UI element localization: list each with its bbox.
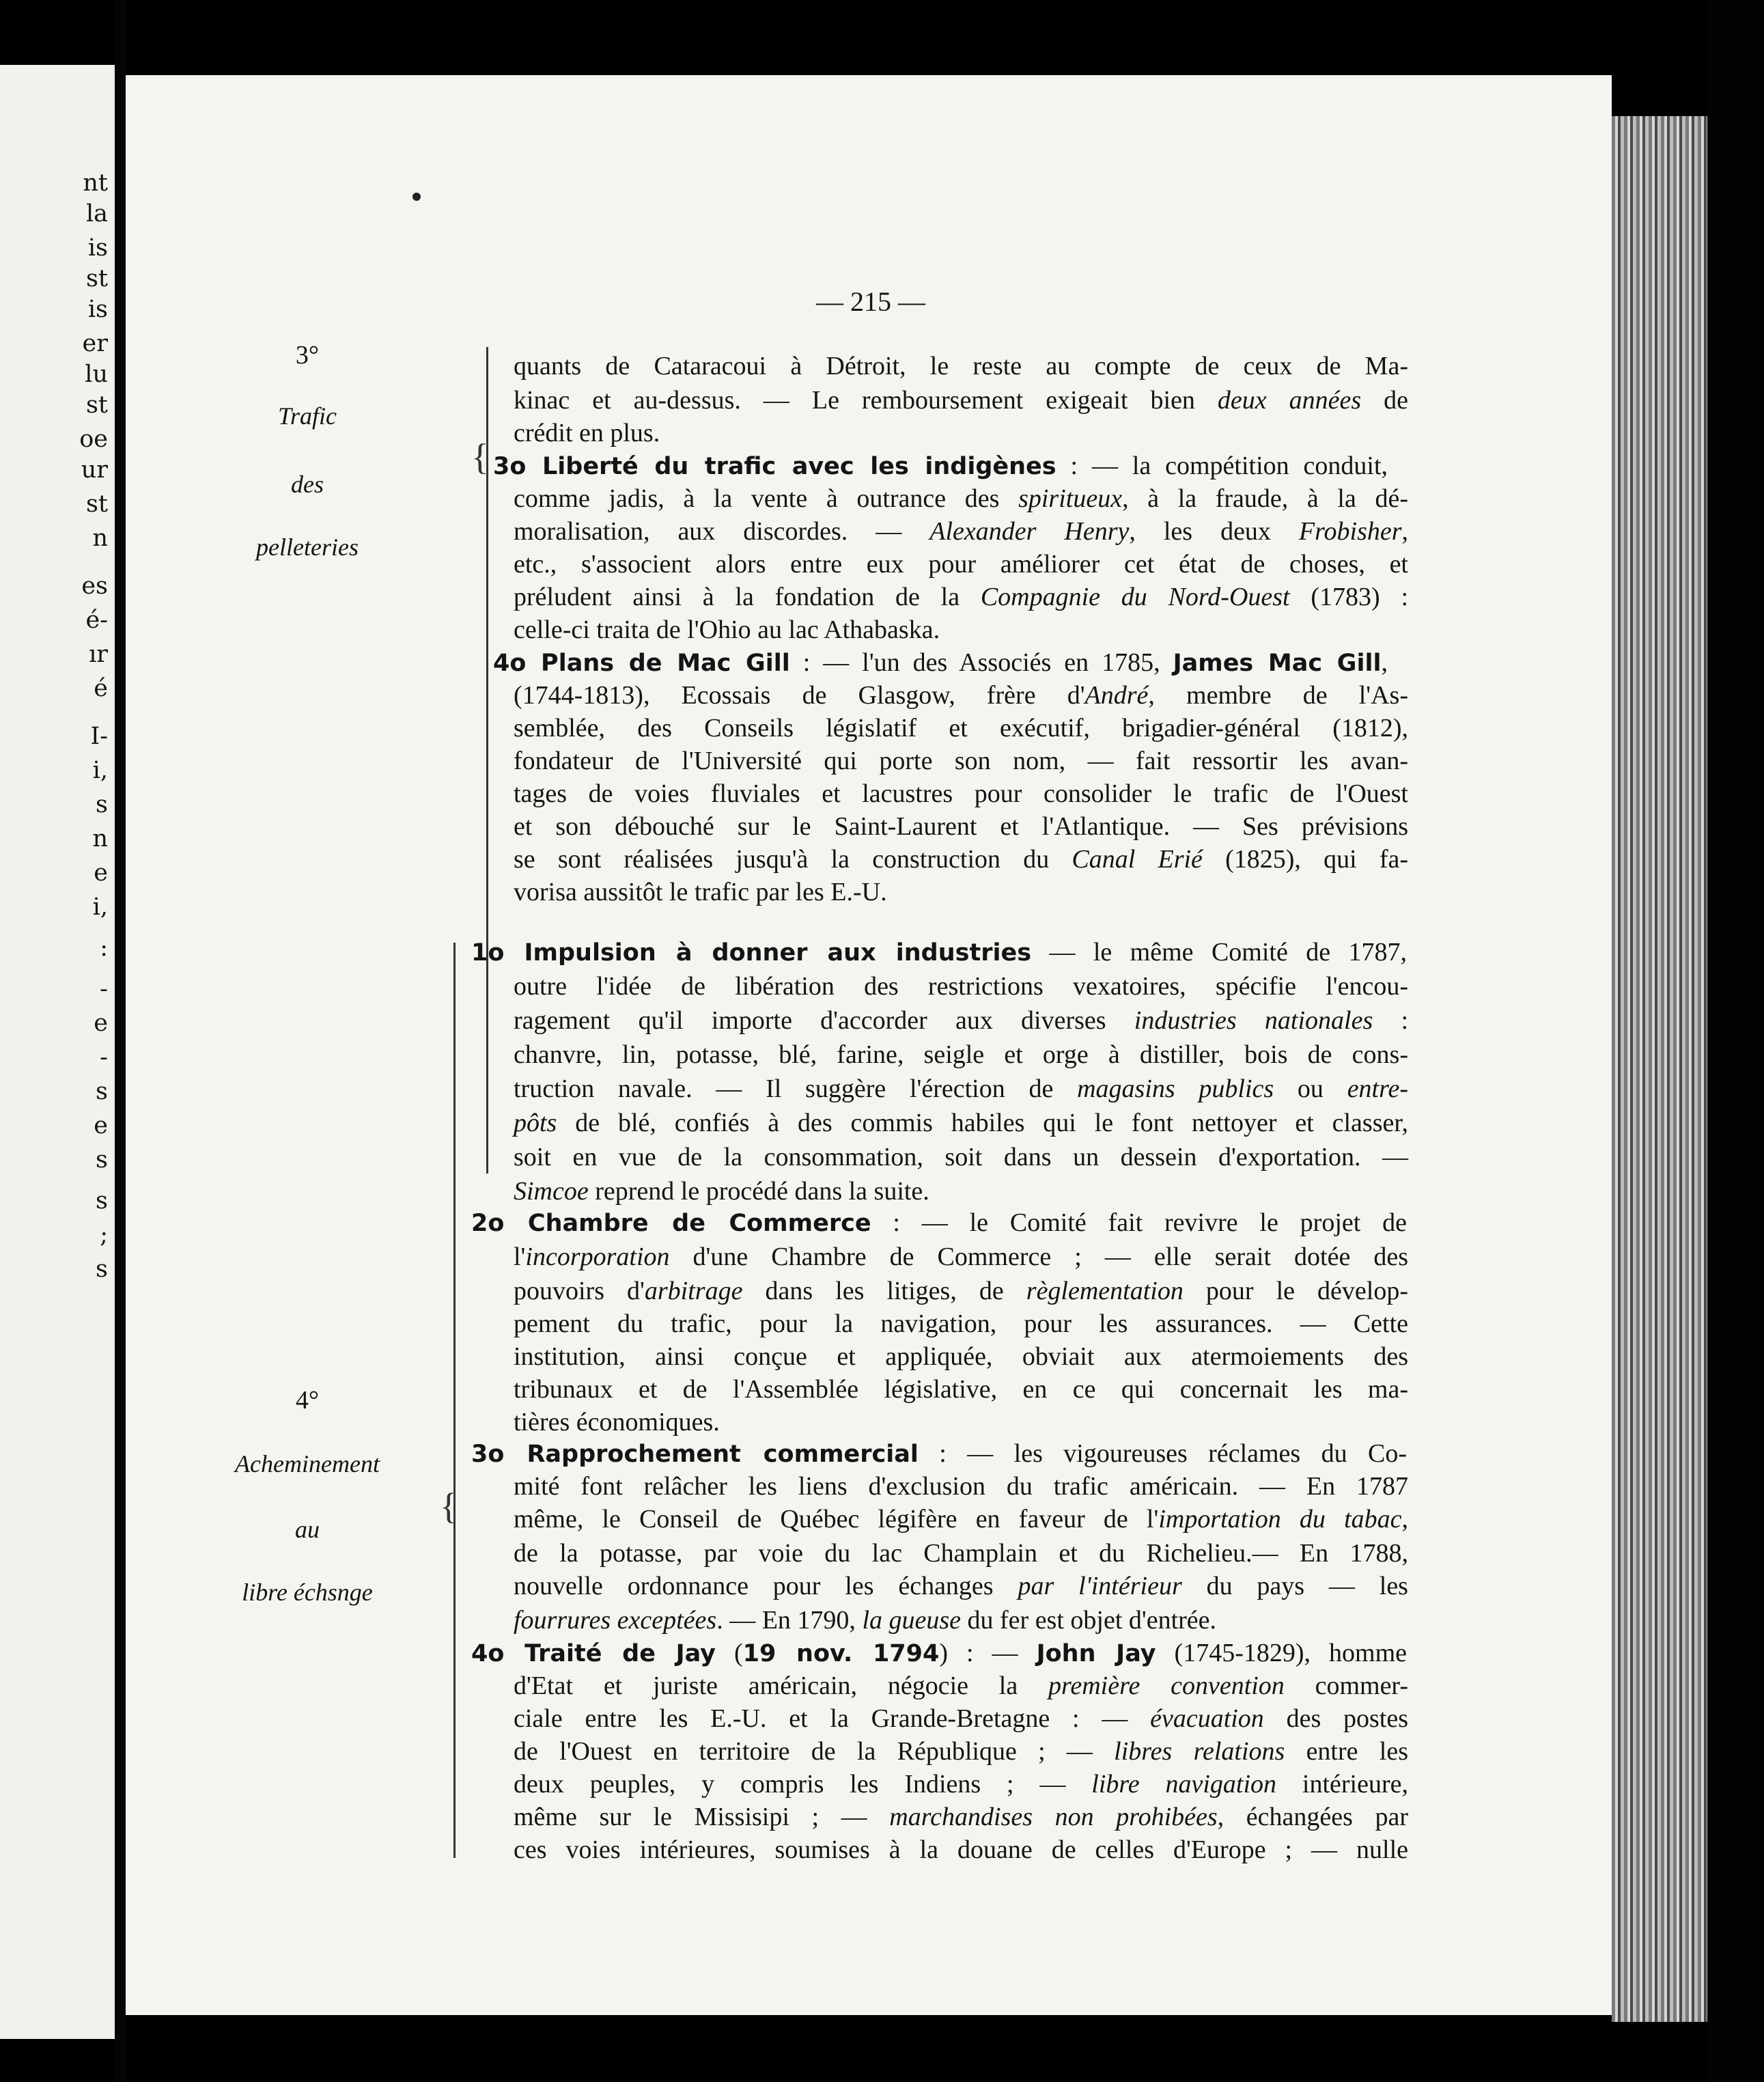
text-line — [514, 1275, 1408, 1307]
text-line — [514, 777, 1408, 810]
ink-dot — [412, 193, 421, 201]
left-page-fragment: ur — [81, 456, 108, 484]
text-run: outre l'idée de libération des restrictions vexatoires, spécifie l'encou- — [514, 972, 1408, 1001]
text-run: dans les litiges, de — [742, 1277, 1026, 1305]
text-line — [514, 810, 1408, 843]
text-run: des postes — [1263, 1704, 1408, 1733]
text-line — [514, 876, 1408, 908]
text-run: et son débouché sur le Saint-Laurent et l'Atlantique. — Ses prévisions — [514, 812, 1408, 841]
bold-heading-text: James Mac Gill — [1173, 650, 1382, 677]
italic-text: règlementation — [1026, 1277, 1184, 1305]
text-line — [514, 1537, 1408, 1570]
text-run: chanvre, lin, potasse, blé, farine, seigle et orge à distiller, bois de cons- — [514, 1040, 1408, 1069]
text-line — [514, 745, 1408, 777]
text-run: comme jadis, à la vente à outrance des — [514, 484, 1019, 513]
text-run: se sont réalisées jusqu'à la construction du — [514, 845, 1072, 874]
left-page-fragment: s — [96, 1146, 108, 1174]
bold-heading-text: 1o Impulsion à donner aux industries — [471, 939, 1032, 967]
text-run: , à la fraude, à la dé- — [1122, 484, 1408, 513]
page-edges — [1612, 116, 1707, 2022]
italic-text: pôts — [514, 1109, 557, 1137]
text-line — [514, 1503, 1408, 1536]
bold-heading-text: John Jay — [1036, 1640, 1156, 1667]
text-run: de la potasse, par voie du lac Champlain et du Richelieu.— En 1788, — [514, 1539, 1408, 1568]
text-run: semblée, des Conseils législatif et exécutif, brigadier-général (1812), — [514, 714, 1408, 742]
text-run: , les deux — [1129, 517, 1299, 546]
text-run: quants de Cataracoui à Détroit, le reste au compte de ceux de Ma- — [514, 352, 1408, 380]
italic-text: incorporation — [525, 1243, 670, 1271]
margin-note-3-line-3: pelleteries — [256, 533, 359, 561]
brace-section-4: { — [440, 1486, 458, 1527]
left-page-fragment: s — [96, 791, 108, 818]
text-line — [514, 712, 1408, 745]
bold-heading-text: 2o Chambre de Commerce — [471, 1210, 871, 1237]
text-run: ragement qu'il importe d'accorder aux diverses — [514, 1006, 1134, 1035]
text-run: (1744-1813), Ecossais de Glasgow, frère d' — [514, 681, 1085, 710]
italic-text: Frobisher — [1298, 517, 1402, 546]
text-run: ) : — — [939, 1639, 1037, 1667]
left-facing-page — [0, 65, 115, 2039]
text-line — [514, 417, 1408, 449]
text-run: reprend le procédé dans la suite. — [588, 1177, 929, 1206]
italic-text: la gueuse — [862, 1606, 962, 1635]
italic-text: magasins publics — [1077, 1074, 1274, 1103]
text-line — [514, 1240, 1408, 1273]
margin-note-4-line-2: au — [295, 1516, 320, 1543]
text-run: intérieure, — [1276, 1770, 1408, 1799]
text-run: etc., s'associent alors entre eux pour améliorer cet état de choses, et — [514, 550, 1408, 579]
text-run: de — [1361, 386, 1408, 415]
italic-text: Compagnie du Nord-Ouest — [980, 583, 1290, 611]
left-page-fragment: e — [94, 1010, 108, 1037]
italic-text: deux années — [1217, 386, 1362, 415]
left-page-fragment: : — [100, 934, 108, 962]
left-page-fragment: er — [82, 330, 108, 357]
text-run: moralisation, aux discordes. — — [514, 517, 930, 546]
text-line — [514, 1801, 1408, 1833]
text-run: (1783) : — [1289, 583, 1408, 611]
text-run: : — la compétition conduit, — [1056, 452, 1388, 480]
text-line — [493, 646, 1388, 680]
left-page-fragment: s — [96, 1255, 108, 1283]
text-line — [514, 679, 1408, 712]
left-page-fragment: is — [87, 234, 108, 262]
text-run: d'une Chambre de Commerce ; — elle serait dotée des — [669, 1243, 1408, 1271]
left-page-fragment: i, — [92, 757, 108, 784]
text-run: : — l'un des Associés en 1785, — [789, 648, 1173, 677]
text-line — [493, 449, 1388, 483]
margin-note-3-line-1: Trafic — [277, 402, 337, 430]
text-run: de l'Ouest en territoire de la République ; — — [514, 1737, 1115, 1766]
brace-section-3: { — [471, 436, 489, 477]
italic-text: première convention — [1048, 1671, 1285, 1700]
text-line — [514, 1735, 1408, 1768]
text-run: pour le dévelop- — [1183, 1277, 1408, 1305]
italic-text: Alexander Henry — [929, 517, 1130, 546]
left-page-fragment: st — [85, 391, 108, 419]
text-run: : — [1373, 1006, 1409, 1035]
left-page-fragment: é- — [85, 607, 108, 634]
left-page-fragment: - — [100, 1044, 108, 1071]
text-run: . — En 1790, — [716, 1606, 863, 1635]
italic-text: fourrures exceptées — [514, 1606, 717, 1635]
text-line — [471, 1637, 1407, 1670]
text-run: celle-ci traita de l'Ohio au lac Athabaska. — [514, 615, 940, 644]
text-line — [514, 1307, 1408, 1340]
bracket-line-section-4 — [453, 943, 456, 1858]
text-line — [514, 613, 1408, 646]
text-line — [514, 1004, 1408, 1037]
text-run: du pays — les — [1181, 1572, 1408, 1600]
text-line — [514, 1175, 1408, 1208]
text-run: soit en vue de la consommation, soit dans un dessein d'exportation. — — [514, 1143, 1408, 1171]
text-run: , membre de l'As- — [1148, 681, 1408, 710]
left-page-fragment: i, — [92, 893, 108, 921]
left-page-fragment: ; — [100, 1221, 108, 1249]
text-run: ciale entre les E.-U. et la Grande-Bretagne : — — [514, 1704, 1151, 1733]
text-run: deux peuples, y compris les Indiens ; — — [514, 1770, 1092, 1799]
text-line — [471, 936, 1407, 969]
text-run: de blé, confiés à des commis habiles qui le font nettoyer et classer, — [557, 1109, 1408, 1137]
text-line — [514, 515, 1408, 548]
text-run: pouvoirs d' — [514, 1277, 645, 1305]
text-run: du fer est objet d'entrée. — [961, 1606, 1217, 1635]
italic-text: arbitrage — [644, 1277, 743, 1305]
text-run: institution, ainsi conçue et appliquée, obviait aux atermoiements des — [514, 1342, 1408, 1371]
margin-note-3-line-2: des — [291, 471, 324, 498]
margin-note-4-line-1: Acheminement — [235, 1450, 380, 1477]
left-page-fragment: nt — [83, 169, 108, 197]
text-run: , échangées par — [1217, 1803, 1409, 1831]
text-line — [514, 384, 1408, 417]
text-line — [514, 1340, 1408, 1373]
text-run: vorisa aussitôt le trafic par les E.-U. — [514, 878, 887, 906]
italic-text: libres relations — [1114, 1737, 1285, 1766]
text-run: : — les vigoureuses réclames du Co- — [918, 1439, 1408, 1468]
text-line — [514, 1072, 1408, 1105]
text-line — [514, 970, 1408, 1003]
text-line — [514, 1141, 1408, 1174]
text-run: commer- — [1284, 1671, 1408, 1700]
text-run: (1745-1829), homme — [1156, 1639, 1408, 1667]
text-run: fondateur de l'Université qui porte son nom, — fait ressortir les avan- — [514, 747, 1408, 775]
left-page-fragment: n — [92, 825, 108, 852]
bold-heading-text: 19 nov. 1794 — [742, 1640, 940, 1667]
text-run: crédit en plus. — [514, 419, 660, 447]
text-run: tières économiques. — [514, 1408, 720, 1436]
left-page-fragment: la — [85, 200, 108, 227]
text-line — [514, 1038, 1408, 1071]
text-line — [514, 1669, 1408, 1702]
bold-heading-text: 4o Traité de Jay — [471, 1640, 716, 1667]
italic-text: évacuation — [1150, 1704, 1264, 1733]
bold-heading-text: 4o Plans de Mac Gill — [493, 650, 790, 677]
text-run: : — le Comité fait revivre le projet de — [871, 1208, 1407, 1237]
italic-text: libre navigation — [1091, 1770, 1277, 1799]
left-page-fragment: is — [87, 296, 108, 323]
text-run: même sur le Missisipi ; — — [514, 1803, 890, 1831]
left-page-fragment: e — [94, 859, 108, 887]
text-run: (1825), qui fa- — [1202, 845, 1409, 874]
text-line — [514, 350, 1408, 383]
text-line — [514, 1406, 1408, 1439]
text-line — [514, 1604, 1408, 1637]
text-run: mité font relâcher les liens d'exclusion du trafic américain. — En 1787 — [514, 1472, 1408, 1501]
text-run: l' — [514, 1243, 526, 1271]
text-line — [514, 1373, 1408, 1406]
text-line — [514, 1470, 1408, 1503]
text-line — [514, 1107, 1408, 1139]
left-page-fragment: es — [81, 572, 108, 600]
text-run: nouvelle ordonnance pour les échanges — [514, 1572, 1018, 1600]
left-page-fragment: é — [94, 675, 108, 702]
text-run: d'Etat et juriste américain, négocie la — [514, 1671, 1048, 1700]
italic-text: marchandises non prohibées — [889, 1803, 1218, 1831]
text-run: entre les — [1285, 1737, 1408, 1766]
italic-text: importation du tabac — [1158, 1505, 1402, 1533]
left-page-fragment: n — [92, 525, 108, 552]
text-run: — le même Comité de 1787, — [1031, 938, 1407, 967]
text-line — [514, 843, 1408, 876]
text-run: truction navale. — Il suggère l'érection de — [514, 1074, 1078, 1103]
left-page-fragment: e — [94, 1112, 108, 1139]
margin-note-4-line-3: libre échsnge — [242, 1579, 373, 1606]
text-line — [514, 548, 1408, 581]
left-page-fragment: lu — [85, 361, 108, 388]
italic-text: Canal Erié — [1072, 845, 1203, 874]
bold-heading-text: 3o Rapprochement commercial — [471, 1441, 919, 1468]
text-run: tribunaux et de l'Assemblée législative, en ce qui concernait les ma- — [514, 1375, 1408, 1404]
text-line — [514, 1702, 1408, 1735]
text-run: préludent ainsi à la fondation de la — [514, 583, 981, 611]
text-run: ces voies intérieures, soumises à la douane de celles d'Europe ; — nulle — [514, 1835, 1408, 1864]
left-page-fragment: oe — [79, 426, 108, 453]
text-run: , — [1401, 517, 1409, 546]
left-page-fragment: - — [100, 975, 108, 1003]
text-line — [471, 1437, 1407, 1471]
text-run: ou — [1274, 1074, 1347, 1103]
left-page-fragment: st — [85, 265, 108, 292]
left-page-fragment: ır — [89, 641, 108, 668]
italic-text: industries nationales — [1134, 1006, 1373, 1035]
text-run: ( — [716, 1639, 743, 1667]
scan-border — [1707, 0, 1764, 2082]
italic-text: Simcoe — [514, 1177, 589, 1206]
text-run: kinac et au-dessus. — Le remboursement exigeait bien — [514, 386, 1218, 415]
italic-text: André — [1084, 681, 1149, 710]
page-number: — 215 — — [816, 286, 925, 317]
text-run: , — [1401, 1505, 1408, 1533]
left-page-fragment: s — [96, 1187, 108, 1214]
italic-text: entre- — [1347, 1074, 1409, 1103]
text-line — [471, 1206, 1407, 1240]
text-line — [514, 482, 1408, 515]
text-run: tages de voies fluviales et lacustres pour consolider le trafic de l'Ouest — [514, 779, 1408, 808]
margin-note-4-number: 4° — [295, 1386, 320, 1415]
text-line — [514, 581, 1408, 613]
margin-note-3-number: 3° — [295, 341, 320, 370]
text-line — [514, 1570, 1408, 1602]
left-page-fragment: s — [96, 1078, 108, 1105]
text-run: pement du trafic, pour la navigation, pour les assurances. — Cette — [514, 1309, 1408, 1338]
italic-text: spiritueux — [1018, 484, 1123, 513]
italic-text: par l'intérieur — [1018, 1572, 1182, 1600]
text-run: , — [1381, 648, 1388, 677]
text-run: même, le Conseil de Québec légifère en faveur de l' — [514, 1505, 1159, 1533]
left-page-fragment: st — [85, 490, 108, 518]
text-line — [514, 1768, 1408, 1801]
bold-heading-text: 3o Liberté du trafic avec les indigènes — [493, 453, 1056, 480]
text-line — [514, 1833, 1408, 1866]
left-page-fragment: I- — [90, 723, 108, 750]
